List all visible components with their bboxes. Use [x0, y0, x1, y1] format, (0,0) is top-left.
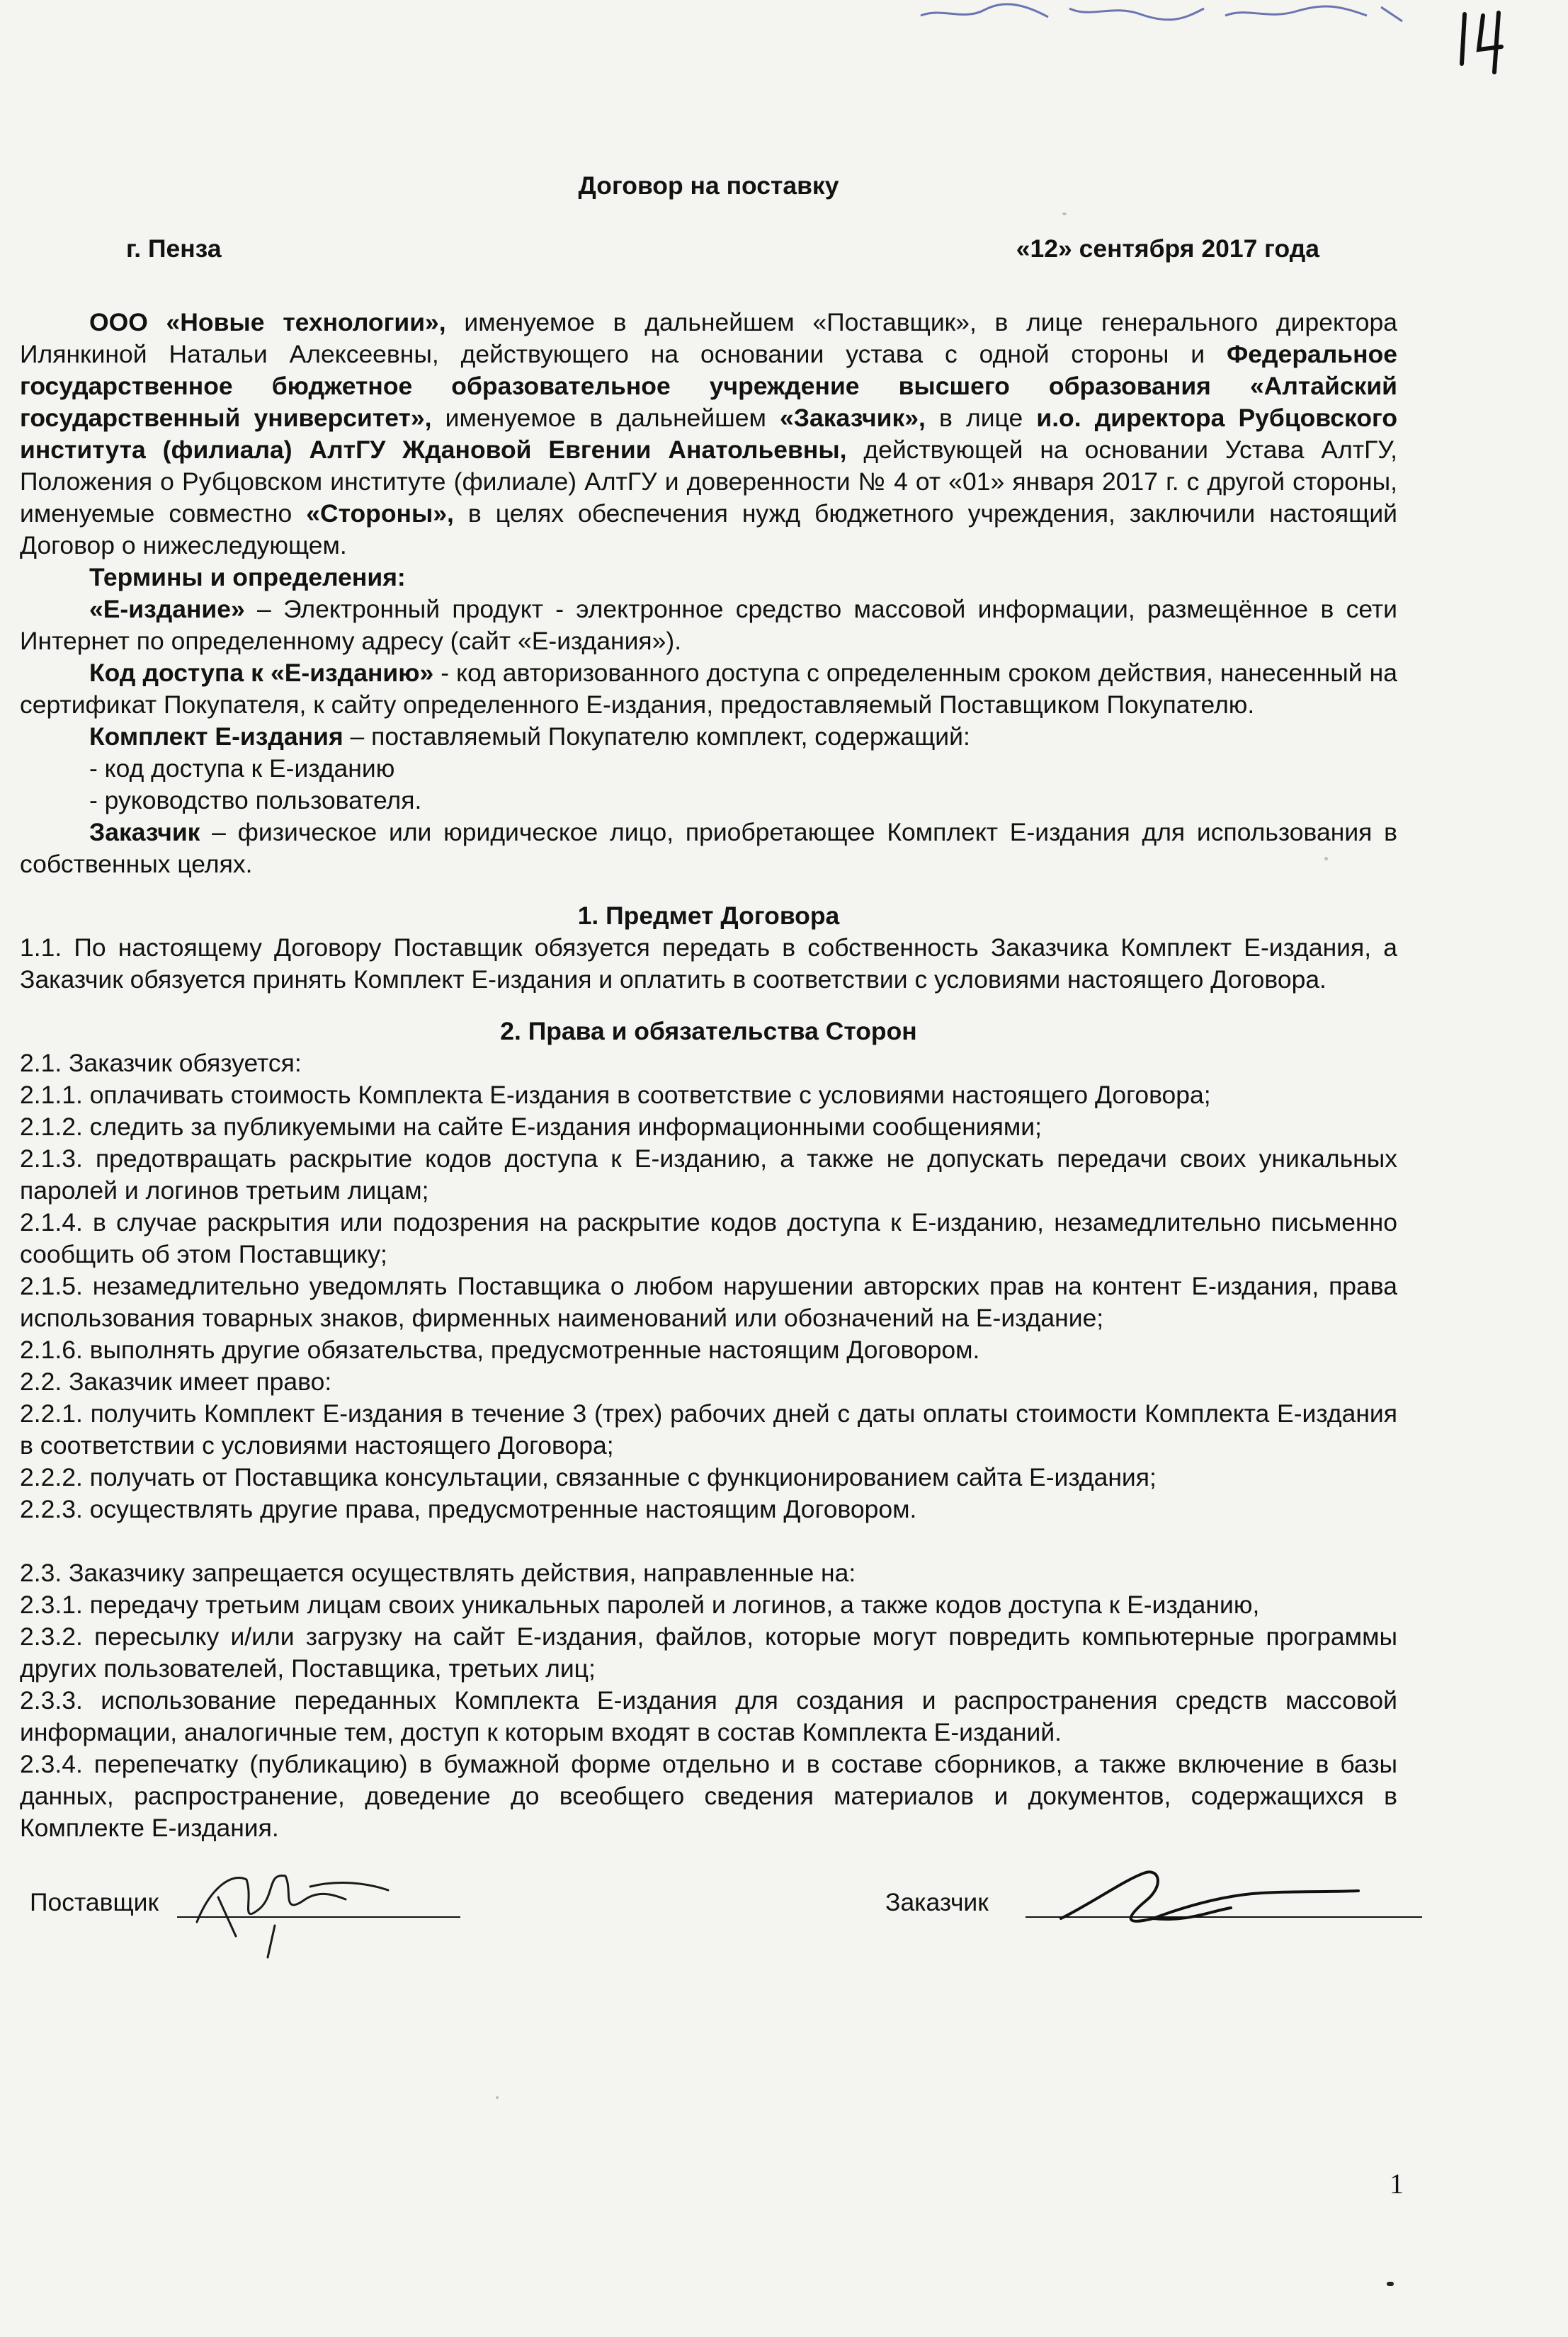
- term-definition: – Электронный продукт - электронное средство массовой информации, размещённое в сети Интернет по определенному адресу (сайт «Е-издания»).: [20, 595, 1397, 655]
- customer-signature-icon: [1040, 1858, 1365, 1943]
- term-kit: [20, 721, 1397, 753]
- place-date-row: [20, 212, 1397, 297]
- term-definition: - код авторизованного доступа с определенным сроком действия, нанесенный на сертификат Покупателя, к сайту определенного Е-издания, предоставляемый Поставщиком Покупателю.: [20, 659, 1397, 719]
- clause: 1.1. По настоящему Договору Поставщик обязуется передать в собственность Заказчика Комплект Е-издания, а Заказчик обязуется принять Комплект Е-издания и оплатить в соответствии с условиями настоящего Договора.: [20, 933, 1397, 994]
- clause: 2.3.3. использование переданных Комплекта Е-издания для создания и распространения средств массовой информации, аналогичные тем, доступ к которым входят в состав Комплекта Е-изданий.: [20, 1686, 1397, 1746]
- supplier-signature-label: Поставщик: [30, 1888, 159, 1916]
- term-access-code: [20, 657, 1397, 721]
- term-e-edition: [20, 593, 1397, 657]
- clause: 2.2. Заказчик имеет право:: [20, 1367, 332, 1396]
- page-number: 1: [1390, 2168, 1404, 2200]
- clause: 2.1.5. незамедлительно уведомлять Поставщика о любом нарушении авторских прав на контент Е-издания, права использования товарных знаков, фирменных наименований или обозначений на Е-издание;: [20, 1272, 1397, 1332]
- term-name: Комплект Е-издания: [89, 722, 343, 751]
- term-definition: – поставляемый Покупателю комплект, содержащий:: [343, 722, 970, 751]
- section-1-heading: 1. Предмет Договора: [577, 902, 840, 930]
- clause: 2.3.2. пересылку и/или загрузку на сайт Е-издания, файлов, которые могут повредить компьютерные программы других пользователей, Поставщика, третьих лиц;: [20, 1622, 1397, 1683]
- handwritten-folio-number: [1452, 7, 1530, 78]
- handwritten-note-top: [914, 0, 1424, 42]
- clause: 2.3.1. передачу третьим лицам своих уникальных паролей и логинов, а также кодов доступа к Е-изданию,: [20, 1591, 1260, 1619]
- spacer: [20, 1525, 1397, 1557]
- term-customer: [20, 817, 1397, 880]
- contract-body: [20, 170, 1397, 1964]
- clause: 2.2.1. получить Комплект Е-издания в течение 3 (трех) рабочих дней с даты оплаты стоимости Комплекта Е-издания в соответствии с условиями настоящего Договора;: [20, 1399, 1397, 1460]
- customer-signature-label: Заказчик: [885, 1888, 989, 1916]
- clause: 2.1.3. предотвращать раскрытие кодов доступа к Е-изданию, а также не допускать передачи своих уникальных паролей и логинов третьим лицам;: [20, 1144, 1397, 1205]
- clause: 2.1.1. оплачивать стоимость Комплекта Е-издания в соответствие с условиями настоящего Договора;: [20, 1081, 1211, 1109]
- kit-item: - код доступа к Е-изданию: [89, 754, 395, 783]
- scan-speck: [496, 2096, 499, 2099]
- signature-block: [20, 1858, 1397, 1964]
- term-name: Код доступа к «Е-изданию»: [89, 659, 434, 687]
- terms-heading: Термины и определения:: [89, 563, 406, 591]
- clause: 2.2.2. получать от Поставщика консультации, связанные с функционированием сайта Е-издания;: [20, 1463, 1157, 1491]
- section-2-heading: 2. Права и обязательства Сторон: [500, 1017, 917, 1045]
- preamble-paragraph: ООО «Новые технологии», именуемое в дальнейшем «Поставщик», в лице генерального директора Илянкиной Натальи Алексеевны, действующего на основании устава с одной стороны и Федеральное государственное бюджетное образовательное учреждение высшего образования «Алтайский государственный университет», именуемое в дальнейшем «Заказчик», в лице и.о. директора Рубцовского института (филиала) АлтГУ Ждановой Евгении Анатольевны, действующей на основании Устава АлтГУ, Положения о Рубцовском институте (филиале) АлтГУ и доверенности № 4 от «01» января 2017 г. с другой стороны, именуемые совместно «Стороны», в целях обеспечения нужд бюджетного учреждения, заключили настоящий Договор о нижеследующем.: [20, 308, 1398, 559]
- clause: 2.1. Заказчик обязуется:: [20, 1049, 302, 1077]
- clause: 2.1.6. выполнять другие обязательства, предусмотренные настоящим Договором.: [20, 1336, 980, 1364]
- supplier-signature-icon: [169, 1858, 402, 1964]
- scan-mark: [1387, 2282, 1394, 2286]
- kit-item: - руководство пользователя.: [89, 786, 422, 814]
- clause: 2.1.2. следить за публикуемыми на сайте Е-издания информационными сообщениями;: [20, 1113, 1042, 1141]
- term-name: Заказчик: [89, 818, 200, 846]
- clause: 2.3.4. перепечатку (публикацию) в бумажной форме отдельно и в составе сборников, а также включение в базы данных, распространение, доведение до всеобщего сведения материалов и документов, содержащихся в Комплекте Е-издания.: [20, 1750, 1397, 1842]
- clause: 2.1.4. в случае раскрытия или подозрения на раскрытие кодов доступа к Е-изданию, незамедлительно письменно сообщить об этом Поставщику;: [20, 1208, 1397, 1268]
- city: г. Пенза: [126, 234, 222, 263]
- term-definition: – физическое или юридическое лицо, приобретающее Комплект Е-издания для использования в собственных целях.: [20, 818, 1397, 878]
- contract-date: «12» сентября 2017 года: [1016, 234, 1319, 263]
- clause: 2.3. Заказчику запрещается осуществлять действия, направленные на:: [20, 1559, 856, 1587]
- term-name: «Е-издание»: [89, 595, 245, 623]
- clause: 2.2.3. осуществлять другие права, предусмотренные настоящим Договором.: [20, 1495, 917, 1523]
- document-title: Договор на поставку: [578, 171, 839, 200]
